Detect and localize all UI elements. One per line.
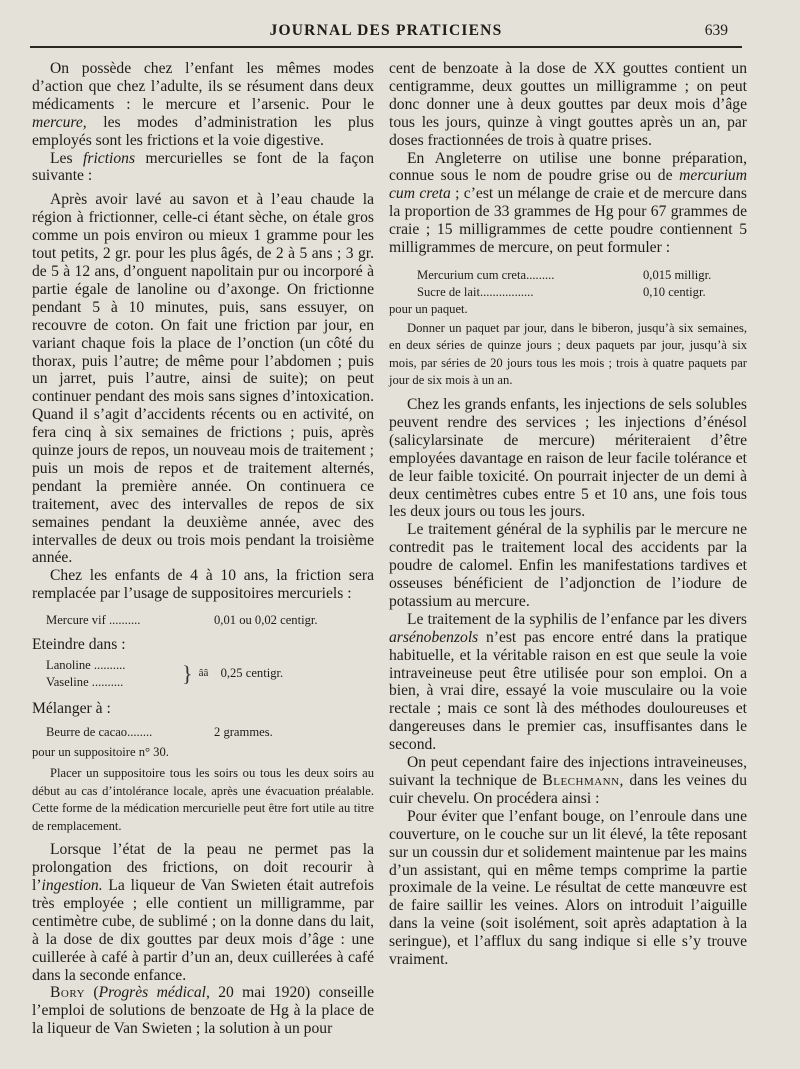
paragraph [389,754,747,808]
prescription-instruction: Mélanger à : [32,700,111,718]
paragraph-text: n’est pas encore entré dans la pratique habituelle, et la véritable raison en est que seule la voie intraveineuse peut être utilisée pour son emploi. On a bien, à vrai dire, essayé la voie musculaire ou la voie rectale ; mais ce sont là des méthodes douloureuses et dangereuses dans le premier cas, insuffisantes dans le second. [389,628,747,754]
paragraph-text: dans les veines du cuir chevelu. On procédera ainsi : [389,772,747,807]
note-text: Donner un paquet par jour, dans le biberon, jusqu’à six semaines, en deux séries de quinze jours ; deux paquets par jour, jusqu’à six mois, par séries de 20 jours tous les mois ; trois à quatre paquets par jour de six mois à un an. [389,320,747,388]
paragraph: cent de benzoate à la dose de XX gouttes contient un centigramme, deux gouttes un milligramme ; on peut donc donner une à deux gouttes par deux mois d’âge tous les jours, quinze à vingt gouttes après un an, par doses fractionnées de trois à quatre prises. [389,60,747,149]
paragraph-text: 20 mai 1920) conseille l’emploi de solutions de benzoate de Hg à la place de la liqueur de Van Swieten ; la solution à un pour [32,984,375,1038]
ingredient-name: Sucre de lait................. [417,284,534,299]
emphasis-text: ingestion. [41,877,103,894]
paragraph-text: En Angleterre on utilise une bonne préparation, connue sous le nom de poudre grise ou de [389,149,747,185]
author-name: Blechmann, [542,772,624,789]
author-name: Bory [50,984,86,1002]
paragraph: Chez les grands enfants, les injections de sels solubles peuvent rendre des services ; les injections d’énésol (salicylarsinate de mercure) mériteraient d’être employées davantage en raison de leur facile tolérance et de leur faible toxicité. On pourrait injecter de un demi à deux centimètres cubes entre 5 et 10 ans, une fois tous les deux jours ou tous les jours. [389,395,747,521]
prescription-note [389,301,747,318]
paragraph [32,60,374,150]
small-print-note [389,320,747,390]
paragraph [32,841,374,984]
prescription-line [32,611,374,629]
ingredient-names [32,657,182,691]
note-text: pour un suppositoire n° 30. [32,745,169,760]
ingredient-name: Vaseline .......... [46,675,124,690]
brace-symbol: } [182,661,193,687]
prescription-note [32,743,374,761]
prescription-group [32,657,374,691]
ingredient-name: Lanoline .......... [46,658,126,673]
ingredient-name: Beurre de cacao........ [46,725,153,740]
ingredient-name: Mercure vif .......... [46,613,141,628]
page-number: 639 [704,22,728,39]
paragraph: Après avoir lavé au savon et à l’eau chaude la région à frictionner, celle-ci étant sèche, on étale gros comme un pois environ ou mieux 1 gramme pour les tout petits, 2 gr. pour les plus âgés, de 2 à 5 ans ; 3 gr. de 5 à 12 ans, d’onguent napolitain pur ou incorporé à partie égale de lanoline ou d’axonge. On frictionne pendant 5 à 10 minutes, puis, sans essuyer, on recouvre de coton. On fait une friction par jour, en variant chaque fois la place de l’onction (un côté du thorax, puis l’autre; de même pour l’abdomen ; puis un jarret, puis l’autre, ainsi de suite); on peut continuer pendant des mois sans signes d’intoxication. Quand il s’agit d’accidents récents ou en activité, on fera cinq à six semaines de frictions ; puis, après quinze jours de repos, un nouveau mois de traitement ; puis un mois de repos et de traitement alternés, pendant la première année. On continuera ce traitement, avec des intervalles de repos de six semaines pendant la deuxième année, avec des intervalles de deux ou trois mois pendant la troisième année. [32,191,374,567]
right-column [389,60,747,969]
prescription-line [32,723,374,741]
ingredient-dose: 0,10 centigr. [643,284,706,299]
paragraph-text: Les [50,149,84,167]
ingredient-dose: 2 grammes. [214,725,273,740]
ingredient-dose: 0,25 centigr. [220,666,284,681]
ingredient-name: Mercurium cum creta......... [417,267,555,282]
paragraph: Pour éviter que l’enfant bouge, on l’enroule dans une couverture, on le couche sur un lit élevé, la tête reposant sur un coussin dur et solidement maintenue par les mains d’un assistant, qui en même temps comprime la partie proximale de la veine. Le résultat de cette manœuvre est de faire saillir les veines. Alors on introduit l’aiguille dans la veine (soit isolément, soit après adaptation à la seringue), et l’afflux du sang indique si elle s’y trouve vraiment. [389,807,747,969]
emphasis-text: mercurium cum creta [389,167,747,203]
prescription-line [389,267,747,284]
paragraph [389,150,747,257]
emphasis-text: frictions [83,149,136,167]
ana-symbol: ââ [198,667,209,680]
paragraph-text: ( [85,984,99,1002]
note-text: Placer un suppositoire tous les soirs ou tous les deux soirs au début au cas d’intolérance locale, après une évacuation préalable. Cette forme de la médication mercurielle peut être fort utile au titre de remplacement. [32,766,374,833]
paragraph-text: La liqueur de Van Swieten était autrefois très employée ; elle contient un milligramme, par centimètre cube, de sublimé ; on la donne dans du lait, à la dose de dix gouttes par deux mois d’âge : une cuillerée à café à partir d’un an, deux cuillerées à café dans la seconde enfance. [32,877,374,984]
paragraph-text: Le traitement de la syphilis de l’enfance par les divers [407,610,747,628]
emphasis-text: Progrès médical, [98,984,210,1002]
note-text: pour un paquet. [389,301,468,316]
prescription-instruction: Eteindre dans : [32,636,126,654]
small-print-note [32,765,374,835]
left-column [32,60,374,1038]
prescription-table [389,267,747,318]
paragraph-text: Lorsque l’état de la peau ne permet pas la prolongation des frictions, on doit recourir à l’ [32,841,374,894]
paragraph-text: On peut cependant faire des injections intraveineuses, suivant la technique de [389,754,747,789]
ingredient-dose: 0,015 milligr. [643,267,712,282]
paragraph [32,150,374,186]
page-header [30,14,742,48]
paragraph-text: ; c’est un mélange de craie et de mercure dans la proportion de 33 grammes de Hg pour 67 grammes de craie ; 15 milligrammes de cette poudre contiennent 5 milligrammes de mercure, on peut formuler : [389,185,747,257]
emphasis-text: arsénobenzols [389,628,479,646]
paragraph-text: les modes d’administration les plus employés sont les frictions et la voie digestive. [32,113,374,149]
paragraph-text: On possède chez l’enfant les mêmes modes d’action que chez l’adulte, ils se résument dans deux médicaments : le mercure et l’arsenic. Pour le [32,60,374,113]
paragraph: Chez les enfants de 4 à 10 ans, la friction sera remplacée par l’usage de suppositoires mercuriels : [32,567,374,603]
prescription-line [389,284,747,301]
ingredient-dose: 0,01 ou 0,02 centigr. [214,613,318,628]
journal-title: JOURNAL DES PRATICIENS [269,22,503,39]
emphasis-text: mercure, [32,113,87,131]
paragraph-text: mercurielles se font de la façon suivante : [32,149,374,185]
paragraph [32,984,374,1038]
paragraph: Le traitement général de la syphilis par le mercure ne contredit pas le traitement local des accidents par la poudre de calomel. Enfin les manifestations tardives et osseuses bénéficient de l’adjonction de l’iodure de potassium au mercure. [389,521,747,610]
paragraph [389,611,747,754]
